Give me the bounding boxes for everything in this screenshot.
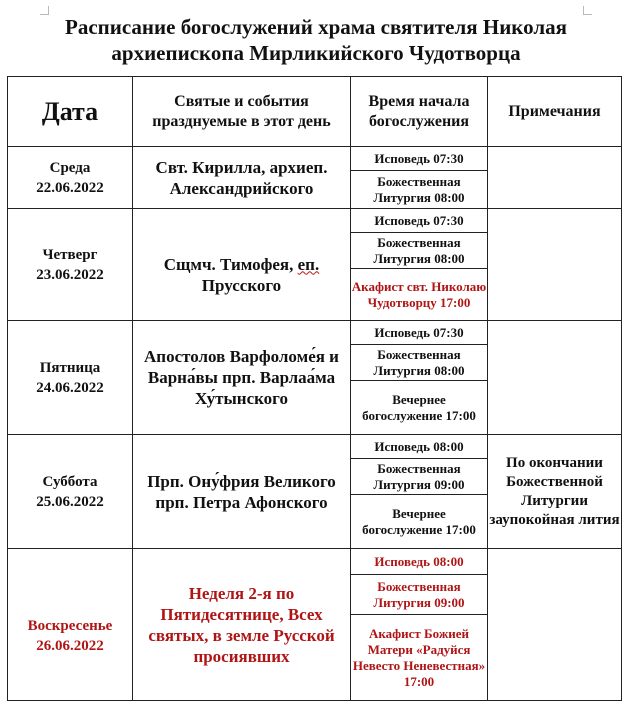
table-row (8, 321, 622, 345)
service-time: Божественная Литургия 08:00 (351, 233, 488, 269)
date-cell (8, 435, 133, 549)
date-cell (8, 147, 133, 209)
notes-cell (488, 147, 622, 209)
table-row (8, 147, 622, 171)
header-date: Дата (8, 77, 133, 147)
notes-cell: По окончании Божественной Литургии заупокойная лития (488, 435, 622, 549)
document-title (0, 14, 632, 66)
saints-cell: Неделя 2-я по Пятидесятнице, Всех святых, в земле Русской просиявших (133, 549, 351, 701)
weekday: Среда (49, 159, 91, 176)
notes-cell (488, 549, 622, 701)
service-time: Вечернее богослужение 17:00 (351, 381, 488, 435)
service-time: Акафист свт. Николаю Чудотворцу 17:00 (351, 269, 488, 321)
service-time: Божественная Литургия 09:00 (351, 575, 488, 615)
weekday: Воскресенье (27, 617, 113, 634)
saints-cell: Свт. Кирилла, архиеп. Александрийского (133, 147, 351, 209)
weekday: Четверг (42, 246, 98, 263)
table-row (8, 209, 622, 233)
header-row (8, 77, 622, 147)
schedule-table (7, 76, 622, 701)
title-line-1: Расписание богослужений храма святителя Николая (65, 15, 567, 39)
header-time: Время начала богослужения (351, 77, 488, 147)
service-time: Божественная Литургия 08:00 (351, 345, 488, 381)
saints-cell: Прп. Ону́фрия Великого прп. Петра Афонского (133, 435, 351, 549)
service-time: Акафист Божией Матери «Радуйся Невесто Неневестная» 17:00 (351, 615, 488, 701)
notes-cell (488, 209, 622, 321)
service-time: Божественная Литургия 08:00 (351, 171, 488, 209)
notes-cell (488, 321, 622, 435)
saints-cell: Апостолов Варфоломе́я и Варна́вы прп. Варлаа́ма Ху́тынского (133, 321, 351, 435)
table-row (8, 549, 622, 575)
service-time: Исповедь 08:00 (351, 549, 488, 575)
saints-text-part: Сщмч. Тимофея, (163, 254, 298, 274)
service-time: Исповедь 07:30 (351, 209, 488, 233)
date-cell (8, 209, 133, 321)
date-value: 26.06.2022 (36, 637, 104, 654)
service-time: Вечернее богослужение 17:00 (351, 495, 488, 549)
saints-cell (133, 209, 351, 321)
saints-text-part: Прусского (201, 275, 282, 295)
date-value: 25.06.2022 (36, 493, 104, 510)
service-time: Божественная Литургия 09:00 (351, 459, 488, 495)
date-value: 23.06.2022 (36, 266, 104, 283)
saints-text-part: еп. (297, 254, 320, 274)
date-cell (8, 549, 133, 701)
header-saints: Святые и события празднуемые в этот день (133, 77, 351, 147)
weekday: Суббота (42, 473, 98, 490)
header-notes: Примечания (488, 77, 622, 147)
title-line-2: архиепископа Мирликийского Чудотворца (111, 41, 521, 65)
date-value: 22.06.2022 (36, 179, 104, 196)
service-time: Исповедь 07:30 (351, 147, 488, 171)
date-value: 24.06.2022 (36, 379, 104, 396)
service-time: Исповедь 07:30 (351, 321, 488, 345)
date-cell (8, 321, 133, 435)
service-time: Исповедь 08:00 (351, 435, 488, 459)
weekday: Пятница (39, 359, 101, 376)
table-row (8, 435, 622, 459)
